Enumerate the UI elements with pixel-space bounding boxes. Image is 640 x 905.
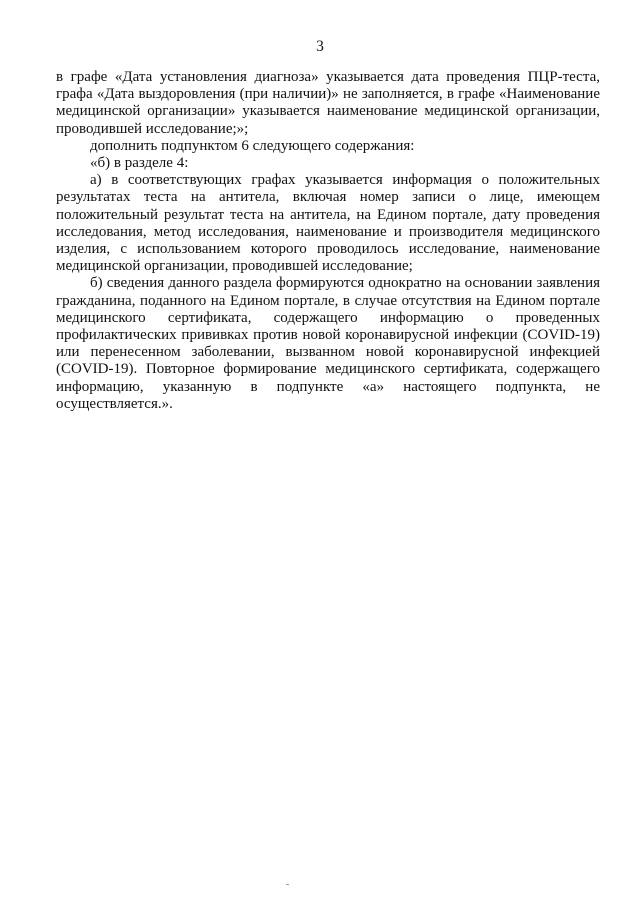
paragraph-4: а) в соответствующих графах указывается информация о положительных результатах теста на антитела, включая номер записи о лице, имеющем положительный результат теста на антитела, на Едином портале, дату проведения исследования, метод исследования, наименование и производителя медицинского изделия, с использованием которого проводилось исследование, наименование медицинской организации, проводившей исследование; xyxy=(56,172,600,275)
paragraph-2: дополнить подпунктом 6 следующего содержания: xyxy=(90,137,415,154)
document-body xyxy=(56,69,600,413)
page-number: 3 xyxy=(316,38,324,55)
paragraph-1: в графе «Дата установления диагноза» указывается дата проведения ПЦР-теста, графа «Дата выздоровления (при наличии)» не заполняется, в графе «Наименование медицинской организации» указывается наименование медицинской организации, проводившей исследование;»; xyxy=(56,69,600,137)
scan-speck xyxy=(286,884,289,885)
paragraph-3: «б) в разделе 4: xyxy=(90,155,189,172)
paragraph-5: б) сведения данного раздела формируются однократно на основании заявления гражданина, поданного на Едином портале, в случае отсутствия на Едином портале медицинского сертификата, содержащего информацию о проведенных профилактических прививках против новой коронавирусной инфекции (COVID-19) или перенесенном заболевании, вызванном новой коронавирусной инфекцией (COVID-19). Повторное формирование медицинского сертификата, содержащего информацию, указанную в подпункте «а» настоящего подпункта, не осуществляется.». xyxy=(56,275,600,412)
